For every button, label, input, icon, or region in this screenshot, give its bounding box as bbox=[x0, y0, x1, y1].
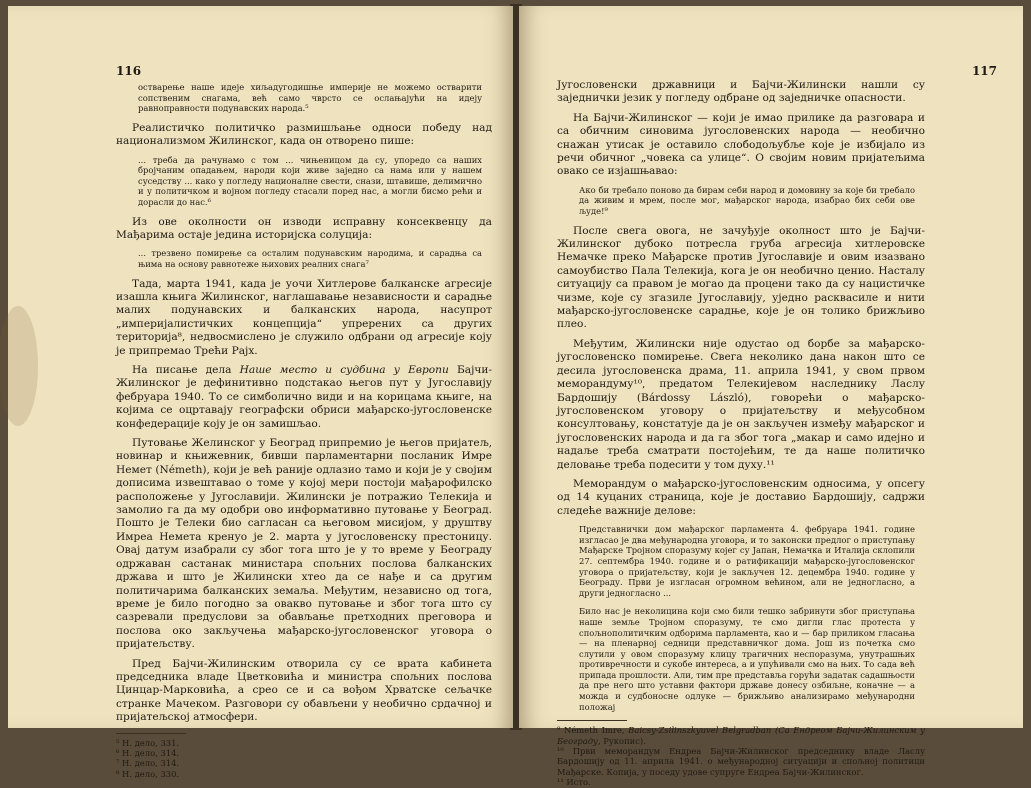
text-run: ⁹ Németh Imre, bbox=[557, 725, 629, 736]
footnotes bbox=[557, 725, 925, 787]
footnote bbox=[557, 725, 925, 746]
block-quote: остварење наше идеје хиљадугодишње империје не можемо остварити сопственим снагама, већ само чврсто се ослањајући на идеју равноправности подунавских народа.⁵ bbox=[138, 82, 482, 114]
footnote: ⁸ Н. дело, 330. bbox=[116, 768, 180, 779]
right-page-text bbox=[557, 79, 925, 788]
paragraph: Из ове околности он изводи исправну консеквенцу да Мађарима остаје једина историјска солуција: bbox=[116, 215, 492, 241]
block-quote: ... трезвено помирење са осталим подунавским народима, и сарадња са њима на основу равнотеже њихових реалних снага⁷ bbox=[138, 248, 482, 269]
right-page bbox=[519, 6, 1023, 788]
block-quote: ... треба да рачунамо с том ... чињеницом да су, упоредо са наших бројчаним опадањем, народи који живе заједно са нама или у нашем суседству ... како у погледу националне свести, снази, штавише, делимично и у политичком и војном погледу стасали поред нас, а могли бисмо рећи и дорасли до нас.⁶ bbox=[138, 154, 482, 207]
paragraph: Реалистичко политичко размишљање односи победу над национализмом Жилинског, када он отворено пише: bbox=[116, 121, 492, 148]
paragraph: Меморандум о мађарско-југословенским односима, у опсегу од 14 куцаних страница, које је доставио Бардошију, садржи следеће важније делове: bbox=[557, 477, 925, 517]
footnote: ¹¹ Исто. bbox=[557, 777, 591, 788]
text-run: Бајчи-Жилинског је дефинитивно подстакао његов пут у Југославију фебруара 1940. То се симболично види и на корицама књиге, на којима се оцртавају географски обриси мађарско-југословенске конфедерације коју је он замишљао. bbox=[116, 364, 493, 430]
footnote-rule bbox=[557, 720, 627, 721]
footnote: ⁶ Н. дело, 314. bbox=[116, 747, 180, 758]
paper-stain bbox=[0, 306, 38, 426]
paragraph: Пред Бајчи-Жилинским отворила су се врата кабинета председника владе Цветковића и министра спољних послова Цинцар-Марковића, а срео се и са вођом Хрватске сељачке странке Мачеком. Разговори су обављени у необично срдачној и пријатељској атмосфери. bbox=[116, 657, 492, 724]
paragraph: Међутим, Жилински није одустао од борбе за мађарско-југословенско помирење. Свега неколико дана након што се десила југословенска драма, 11. априла 1941, у свом првом меморандуму¹⁰, предатом Телекијевом наследнику Ласлу Бардошију (Bárdossy László), говорећи о мађарско-југословенском уговору о пријатељству и међусобном консултовању, констатује да је он закључен између мађарског и југословенских народа и да га због тога „макар и само идејно и надаље треба сматрати постојећим, те да наше политичко деловање треба подесити у том духу.¹¹ bbox=[557, 337, 925, 471]
footnote: ⁵ Н. дело, 331. bbox=[116, 737, 180, 748]
footnotes bbox=[116, 738, 492, 780]
footnote: ¹⁰ Први меморандум Ендреа Бајчи-Жилинског председнику владе Ласлу Бардошију од 11. априла 1941. о међународној ситуацији и спољној политици Мађарске. Копија, у поседу удове супруге Ендреа Бајчи-Жилинског. bbox=[557, 746, 925, 777]
text-run: На писање дела bbox=[132, 364, 240, 376]
left-page-text bbox=[116, 82, 492, 779]
paragraph: После свега овога, не зачуђује околност што је Бајчи-Жилинског дубоко потресла груба агресија хитлеровске Немачке преко Мађарске против Југославије и овим изазвано самоубиство Пала Телекија, кога је он необично ценио. Насталу ситуацију са правом је могао да процени тако да су нацистичке чизме, које су згазиле Југославију, уједно расквасиле и нити мађарско-југословенске сарадње, које је он толико брижљиво плео. bbox=[557, 224, 925, 331]
left-page bbox=[8, 6, 513, 779]
footnote-rule bbox=[116, 733, 186, 734]
paragraph: На Бајчи-Жилинског — који је имао прилике да разговара и са обичним синовима југословенских народа — необично снажан утисак је оставило слободољубље које је избијало из речи обичног „човека са улице“. О својим новим пријатељима овако се изјашњавао: bbox=[557, 111, 925, 178]
block-quote: Било нас је неколицина који смо били тешко забринути због приступања наше земље Тројном споразуму, те смо дигли глас протеста у спољнополитичким одборима парламента, као и — бар приликом гласања — на пленарној седници представничког дома. Још из почетка смо слутили у овом споразуму клицу трагичних неспоразума, унутрашњих противречности и сукобе интереса, а и упућивали смо на њих. То сада већ припада прошлости. Али, тим пре представља горући задатак садашњости да пре него што уставни фактори државе донесу озбиљне, коначне — а можда и судбоносне одлуке — брижљиво анализирамо међународни положај bbox=[579, 606, 915, 712]
block-quote: Представнички дом мађарског парламента 4. фебруара 1941. године изгласао је два међународна уговора, и то законски предлог о приступању Мађарске Тројном споразуму којег су Јапан, Немачка и Италија склопили 27. септембра 1940. године и о ратификацији мађарско-југословенског уговора о пријатељству, који је закључен 12. децембра 1940. године у Београду. Први је изгласан огромном већином, али не једногласно, а други једногласно ... bbox=[579, 524, 915, 598]
footnote: ⁷ Н. дело, 314. bbox=[116, 758, 180, 769]
page-number-left: 116 bbox=[116, 64, 142, 78]
manuscript-title: Baicsy-Zsilinszkyuvel Belgradban (Са Ендреом Бајчи-Жилинским у Београду, bbox=[557, 725, 925, 746]
text-run: Рукопис). bbox=[600, 735, 646, 746]
paragraph: Тада, марта 1941, када је уочи Хитлерове балканске агресије изашла књига Жилинског, наглашавање независности и сарадње малих подунавских и балканских народа, насупрот „империјалистичких концепција“ упререних са других територија⁸, недвосмислено је служило одбрани од агресије коју је припремао Трећи Рајх. bbox=[116, 277, 492, 357]
block-quote: Ако би требало поново да бирам себи народ и домовину за које би требало да живим и мрем, после мог, мађарског народа, изабрао бих себи ове људе!⁹ bbox=[579, 184, 915, 217]
paragraph: Путовање Желинског у Београд припремио је његов пријатељ, новинар и књижевник, бивши парламентарни посланик Имре Немет (Németh), који је већ раније одлазио тамо и који је у својим дописима извештавао о томе у којој мери постоји мађарофилско расположење у Југославији. Жилински је потражио Телекија и замолио га да му одобри ово информативно путовање у Београд. Пошто је Телеки био сагласан са његовом мисијом, у друштву Имреа Немета кренуо је 2. марта у југословенску престоницу. Овај датум изабрали су због тога што је у то време у Београду одржаван састанак министара спољних послова балканских држава и што је Жилински хтео да се нађе и са другим политичарима балканских земаља. Међутим, независно од тога, време је било погодно за овакво путовање и због тога што су сазревали предуслови за обављање претходних преговора и послова око закључења мађарско-југословенског уговора о пријатељству. bbox=[116, 437, 492, 651]
paragraph: Југословенски државници и Бајчи-Жилински нашли су заједнички језик у погледу одбране од заједничке опасности. bbox=[557, 79, 925, 105]
page-number-right: 117 bbox=[971, 64, 997, 78]
paragraph bbox=[116, 364, 492, 431]
book-title: Наше место и судбина у Европи bbox=[239, 364, 449, 376]
